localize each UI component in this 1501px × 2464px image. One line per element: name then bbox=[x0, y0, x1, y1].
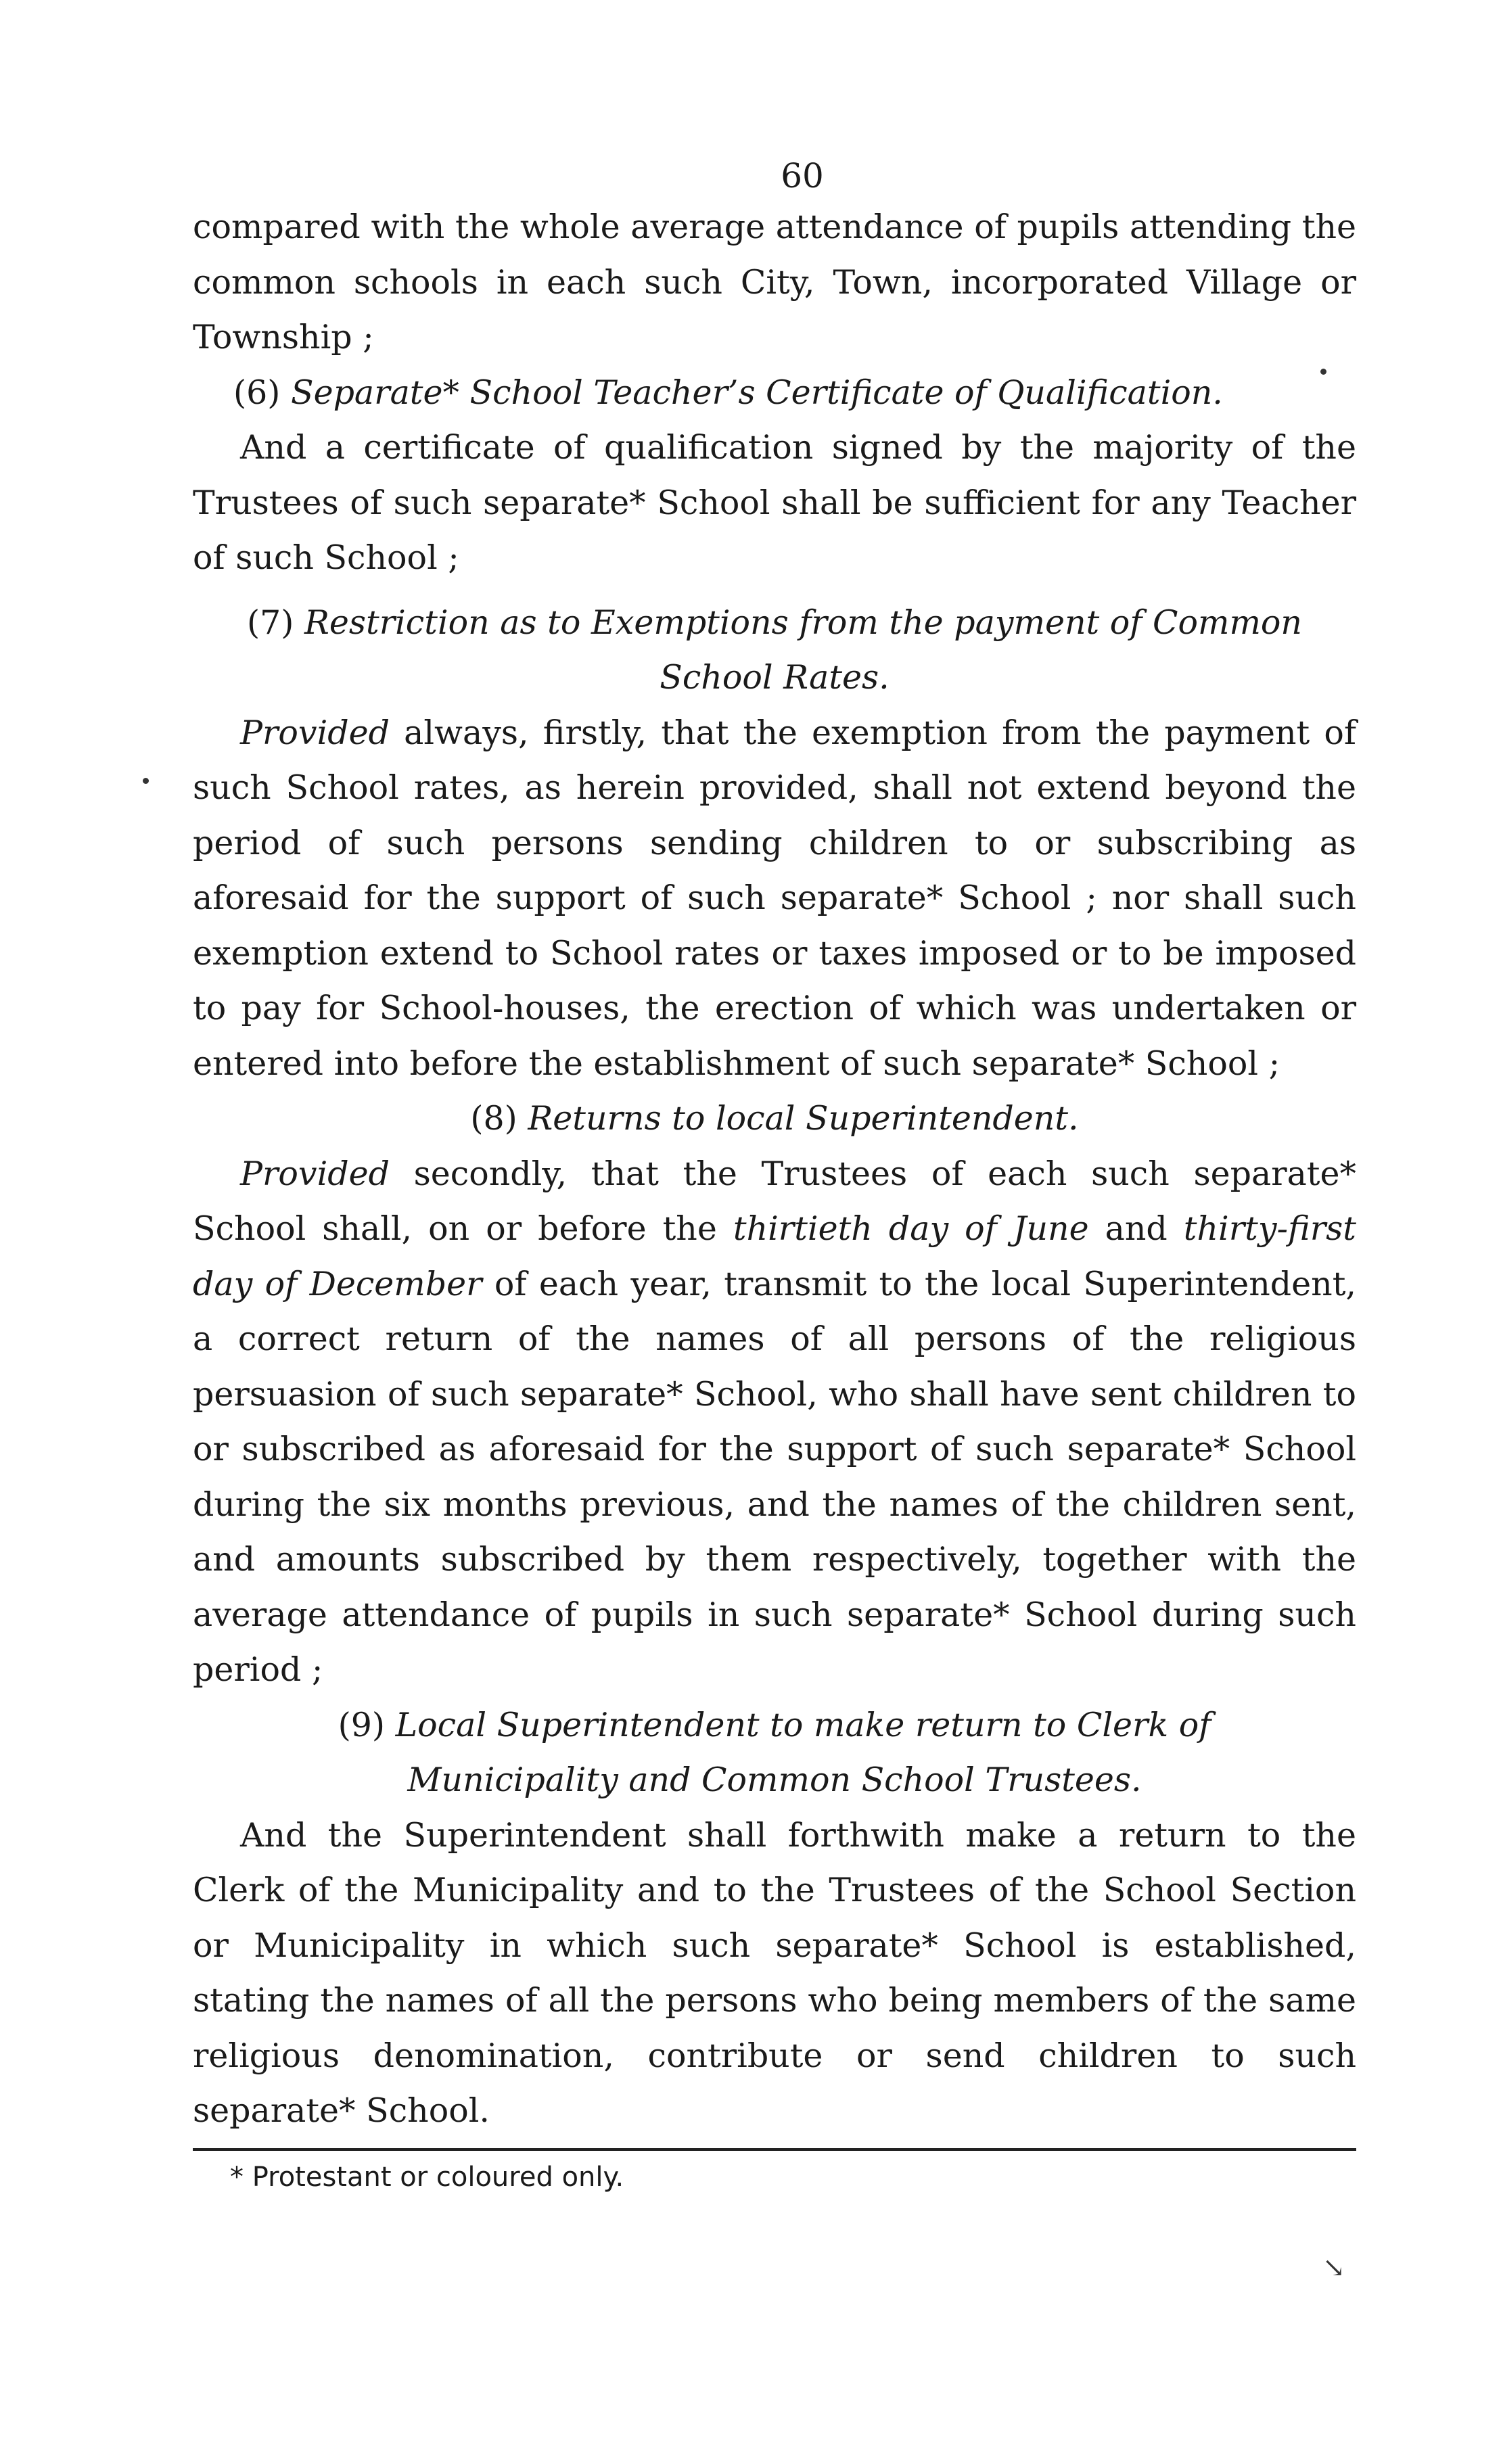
section-7-number: (7) bbox=[246, 603, 294, 642]
paragraph-7-text: always, firstly, that the exemption from the payment of such School rates, as herein provided, shall not extend beyond the period of such persons sending children to or subscribing as aforesaid for the support of such separate* School ; nor shall such exemption extend to School rates or taxes imposed or to be imposed to pay for School-houses, the erection of which was undertaken or entered into before the establishment of such separate* School ; bbox=[193, 713, 1356, 1083]
stray-mark-bullet bbox=[143, 778, 149, 784]
paragraph-8 bbox=[193, 1146, 1356, 1698]
section-7-title: Restriction as to Exemptions from the payment of Common School Rates. bbox=[304, 603, 1302, 697]
section-9-heading bbox=[193, 1698, 1356, 1808]
paragraph-9: And the Superintendent shall forthwith make a return to the Clerk of the Municipality and to the Trustees of the School Section or Municipality in which such separate* School is established, stating the names of all the persons who being members of the same religious denomination, contribute or send children to such separate* School. bbox=[193, 1815, 1356, 2130]
paragraph-8-lead: Provided bbox=[240, 1154, 390, 1193]
section-9-title: Local Superintendent to make return to Clerk of Municipality and Common School Trustees. bbox=[395, 1705, 1211, 1799]
paragraph-8-part1: secondly, that the Trustees of each such separate* School shall, on or before the bbox=[193, 1154, 1356, 1248]
section-7-heading bbox=[193, 595, 1356, 705]
paragraph-intro: compared with the whole average attendance of pupils attending the common schools in each such City, Town, incorporated Village or Township ; bbox=[193, 208, 1356, 356]
paragraph-8-and: and bbox=[1088, 1209, 1184, 1248]
paragraph-6: And a certificate of qualification signed by the majority of the Trustees of such separate* School shall be sufficient for any Teacher of such School ; bbox=[193, 428, 1356, 577]
paragraph-8-date-june: thirtieth day of June bbox=[733, 1209, 1089, 1248]
section-6-title: Separate* School Teacher’s Certificate of Qualification. bbox=[291, 373, 1223, 412]
paragraph-8-date-december: thirty-first day of December bbox=[193, 1209, 1356, 1303]
section-9-number: (9) bbox=[338, 1705, 386, 1744]
footnote: * Protestant or coloured only. bbox=[230, 2161, 624, 2193]
section-8-title: Returns to local Superintendent. bbox=[528, 1099, 1079, 1138]
page-number: 60 bbox=[781, 156, 824, 195]
paragraph-7 bbox=[193, 705, 1356, 1092]
stray-mark-tick: ↘ bbox=[1322, 2252, 1345, 2283]
document-page bbox=[193, 152, 1356, 2204]
paragraph-7-lead: Provided bbox=[240, 713, 390, 752]
section-6-heading bbox=[193, 365, 1356, 421]
paragraph-8-part2: of each year, transmit to the local Superintendent, a correct return of the names of all persons of the religious persuasion of such separate* School, who shall have sent children to or subscribed as aforesaid for the support of such separate* School during the six months previous, and the names of the children sent, and amounts subscribed by them respectively, together with the average attendance of pupils in such separate* School during such period ; bbox=[193, 1264, 1357, 1689]
section-8-heading bbox=[193, 1091, 1356, 1146]
section-8-number: (8) bbox=[470, 1099, 517, 1138]
section-6-number: (6) bbox=[233, 373, 281, 412]
